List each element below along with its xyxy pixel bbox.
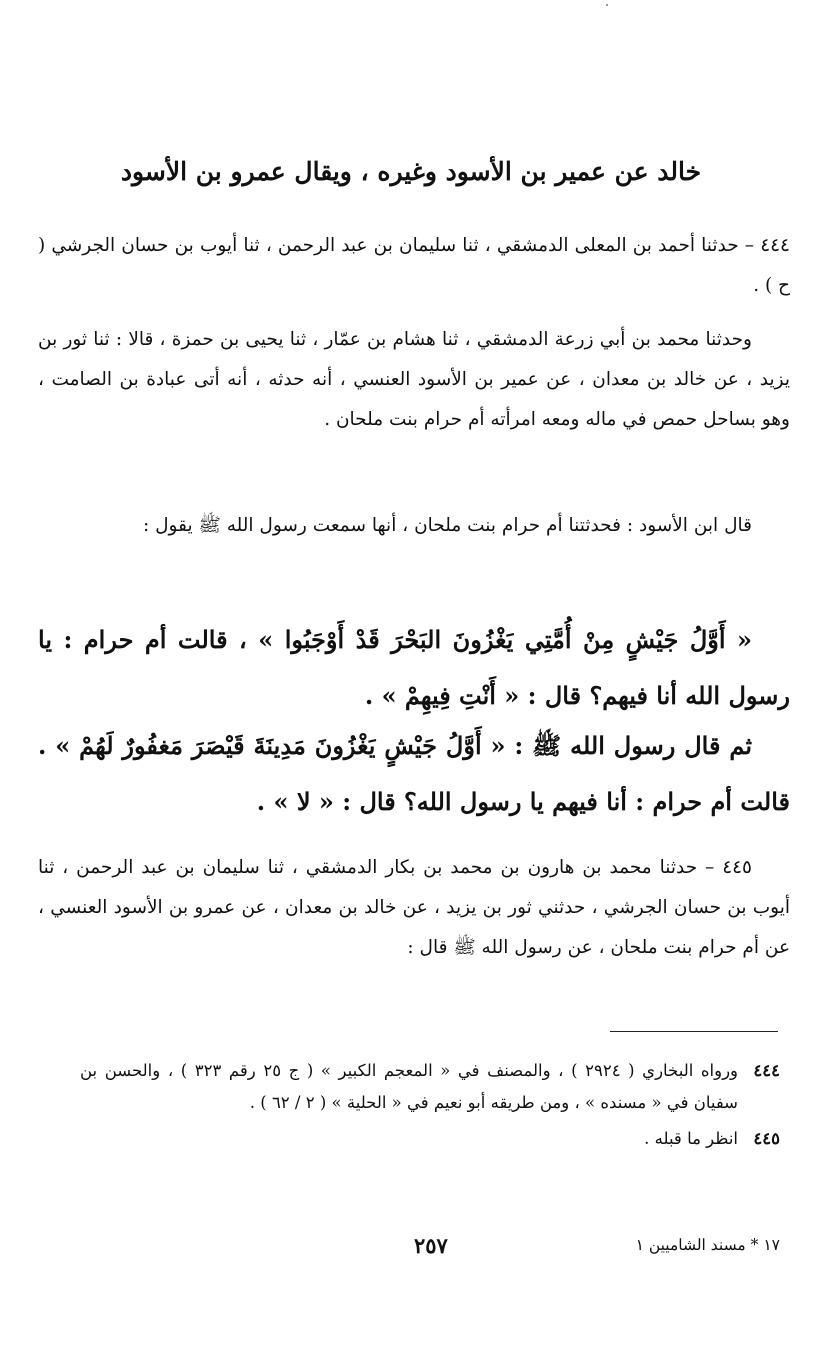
hadith-445-chain: ٤٤٥ – حدثنا محمد بن هارون بن محمد بن بكار الدمشقي ، ثنا سليمان بن عبد الرحمن ، ثنا أيوب بن حسان الجرشي ، حدثني ثور بن يزيد ، عن خالد بن معدان ، عن عمرو بن الأسود العنسي ، عن أم حرام بنت ملحان ، عن رسول الله ﷺ قال : [38, 857, 790, 958]
hadith-444-narration: قال ابن الأسود : فحدثتنا أم حرام بنت ملحان ، أنها سمعت رسول الله ﷺ يقول : [142, 515, 752, 536]
hadith-444-text-2: ثم قال رسول الله ﷺ : « أَوَّلُ جَيْشٍ يَغْزُونَ مَدِينَةَ قَيْصَرَ مَغفُورٌ لَهُمْ » . قالت أم حرام : أنا فيهم يا رسول الله؟ قال : « لا » . [38, 731, 790, 816]
book-signature: ١٧ * مسند الشاميين ١ [635, 1236, 780, 1254]
footnote-text: انظر ما قبله . [644, 1129, 738, 1148]
page-number: ٢٥٧ [414, 1233, 448, 1258]
scan-speck [606, 4, 608, 6]
footnote-text: ورواه البخاري ( ٢٩٢٤ ) ، والمصنف في « المعجم الكبير » ( ج ٢٥ رقم ٣٢٣ ) ، والحسن بن سفيان في « مسنده » ، ومن طريقه أبو نعيم في « الحلية » ( ٢ / ٦٢ ) . [80, 1061, 739, 1112]
hadith-444-text-1: « أَوَّلُ جَيْشٍ مِنْ أُمَّتِي يَغْزُونَ البَحْرَ قَدْ أَوْجَبُوا » ، قالت أم حرام : يا رسول الله أنا فيهم؟ قال : « أَنْتِ فِيهِمْ » . [38, 625, 790, 710]
footnote-divider [610, 1031, 778, 1032]
hadith-444-chain-2: وحدثنا محمد بن أبي زرعة الدمشقي ، ثنا هشام بن عمّار ، ثنا يحيى بن حمزة ، قالا : ثنا ثور بن يزيد ، عن خالد بن معدان ، عن عمير بن الأسود العنسي ، أنه حدثه ، أنه أتى عبادة بن الصامت ، وهو بساحل حمص في ماله ومعه امرأته أم حرام بنت ملحان . [38, 329, 790, 430]
section-heading: خالد عن عمير بن الأسود وغيره ، ويقال عمرو بن الأسود [120, 157, 702, 186]
hadith-444-chain-1: ٤٤٤ – حدثنا أحمد بن المعلى الدمشقي ، ثنا سليمان بن عبد الرحمن ، ثنا أيوب بن حسان الجرشي ( ح ) . [38, 235, 790, 296]
footnote-item [80, 1123, 780, 1155]
footnote-item [80, 1055, 780, 1119]
footnote-number: ٤٤٤ [753, 1061, 780, 1080]
footnotes [80, 1055, 780, 1159]
footnote-number: ٤٤٥ [753, 1129, 780, 1148]
